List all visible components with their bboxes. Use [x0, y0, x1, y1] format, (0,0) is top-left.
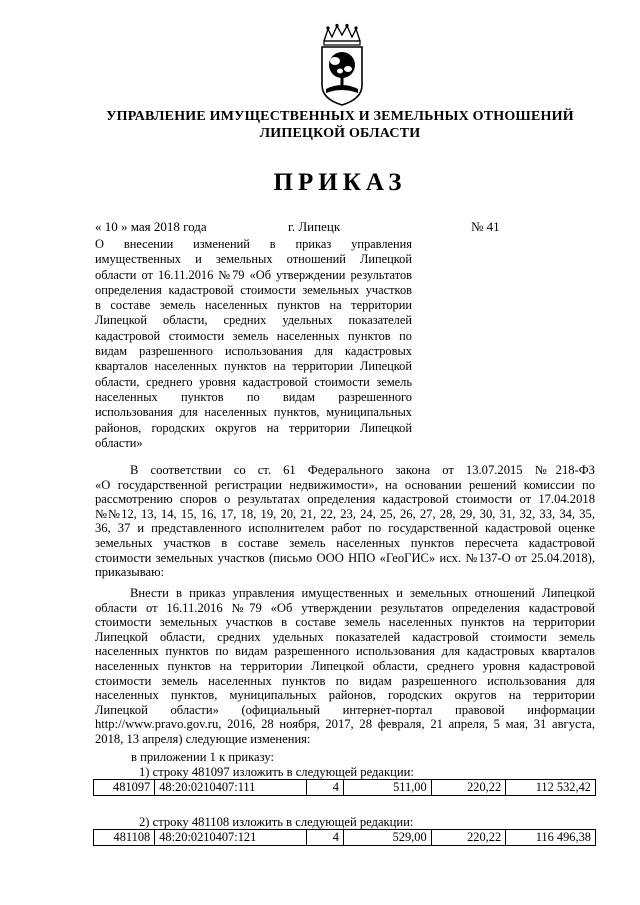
subject-line: районов, городских округов на территории Липецкой	[95, 420, 412, 435]
amendment-paragraph	[95, 586, 595, 747]
amendment-line: Липецкой области» (официальный интернет-портал правовой информации	[95, 702, 595, 717]
preamble-line: земельных участков в составе земель населенных пунктов пересчета кадастровой	[95, 535, 595, 550]
subject-line: определения кадастровой стоимости земельных участков	[95, 282, 412, 297]
order-number: № 41	[471, 219, 500, 234]
amendment-line: Липецкой области, средних удельных показателей кадастровой стоимости земель	[95, 629, 595, 644]
amendment-line: населенных пунктов, муниципальных районов, городских округов на территории	[95, 688, 595, 703]
amendment-line: стоимости земель населенных пунктов по видам разрешенного использования для	[95, 673, 595, 688]
cell-rate: 220,22	[431, 830, 505, 846]
cell-area: 511,00	[343, 780, 431, 796]
order-date: « 10 » мая 2018 года	[95, 219, 207, 234]
organization-name-line1: УПРАВЛЕНИЕ ИМУЩЕСТВЕННЫХ И ЗЕМЕЛЬНЫХ ОТНОШЕНИЙ	[106, 109, 574, 124]
cell-total: 112 532,42	[506, 780, 596, 796]
subject-line: в составе земель населенных пунктов на территории	[95, 298, 412, 313]
preamble-line: приказываю:	[95, 565, 165, 580]
amendment-line: Внести в приказ управления имущественных и земельных отношений Липецкой	[130, 586, 595, 600]
item-1-label: 1) строку 481097 изложить в следующей редакции:	[139, 765, 414, 779]
amendment-line: http://www.pravo.gov.ru, 2016, 28 ноября, 2017, 28 февраля, 21 апреля, 5 мая, 31 августа,	[95, 717, 595, 732]
subject-line: использования для населенных пунктов, муниципальных	[95, 405, 412, 420]
item-2-label: 2) строку 481108 изложить в следующей редакции:	[139, 815, 414, 829]
item-2-table	[93, 829, 596, 846]
amendment-line: 2018, 13 апреля) следующие изменения:	[95, 731, 311, 746]
amendment-line: населенных пунктов на территории Липецкой области, среднего уровня кадастровой	[95, 658, 595, 673]
amendment-line: области от 16.11.2016 №79 «Об утверждении результатов определения кадастровой	[95, 600, 595, 615]
appendix-intro: в приложении 1 к приказу:	[131, 750, 274, 764]
cell-area: 529,00	[343, 830, 431, 846]
subject-line: имущественных и земельных отношений Липецкой	[95, 252, 412, 267]
order-city: г. Липецк	[288, 219, 341, 234]
cell-cadastral-number: 48:20:0210407:121	[155, 830, 307, 846]
table-row	[94, 830, 596, 846]
subject-line: О внесении изменений в приказ управления	[95, 237, 412, 251]
subject-line: области, среднего уровня кадастровой стоимости земель	[95, 374, 412, 389]
amendment-line: стоимости земельных участков в составе земель населенных пунктов на территории	[95, 615, 595, 630]
cell-total: 116 496,38	[506, 830, 596, 846]
subject-line: населенных пунктов по видам разрешенного	[95, 389, 412, 404]
cell-cadastral-number: 48:20:0210407:111	[155, 780, 307, 796]
document-type-title: ПРИКАЗ	[273, 169, 407, 196]
subject-line: видам разрешенного использования для кадастровых	[95, 344, 412, 359]
subject-line: Липецкой области, средних удельных показателей	[95, 313, 412, 328]
preamble-line: «О государственной регистрации недвижимости», на основании решений комиссии по	[95, 477, 595, 492]
table-row	[94, 780, 596, 796]
cell-row-id: 481097	[94, 780, 155, 796]
subject-line: кварталов населенных пунктов на территории Липецкой	[95, 359, 412, 374]
preamble-line: №№12, 13, 14, 15, 16, 17, 18, 19, 20, 21, 22, 23, 24, 25, 26, 27, 28, 29, 30, 31, 32, 33, 34, 35,	[95, 506, 595, 521]
item-1-table	[93, 779, 596, 796]
subject-line: кадастровой стоимости земель населенных пунктов по	[95, 328, 412, 343]
organization-name-line2: ЛИПЕЦКОЙ ОБЛАСТИ	[259, 126, 421, 141]
preamble-line: стоимости земельных участков (письмо ООО НПО «ГеоГИС» исх. №137-О от 25.04.2018),	[95, 550, 595, 565]
cell-row-id: 481108	[94, 830, 155, 846]
cell-group: 4	[307, 830, 344, 846]
subject-line: области»	[95, 435, 143, 450]
preamble-line: В соответствии со ст. 61 Федерального закона от 13.07.2015 №218-ФЗ	[130, 463, 595, 477]
coat-of-arms-emblem	[318, 23, 366, 107]
preamble-paragraph	[95, 463, 595, 580]
cell-rate: 220,22	[431, 780, 505, 796]
preamble-line: 36, 37 и представленного исполнителем работ по государственной кадастровой оценке	[95, 521, 595, 536]
subject-line: области от 16.11.2016 №79 «Об утверждении результатов	[95, 267, 412, 282]
preamble-line: рассмотрению споров о результатах определения кадастровой стоимости от 17.04.2018	[95, 492, 595, 507]
cell-group: 4	[307, 780, 344, 796]
amendment-line: населенных пунктов по видам разрешенного использования для кадастровых кварталов	[95, 644, 595, 659]
order-subject	[95, 237, 412, 451]
